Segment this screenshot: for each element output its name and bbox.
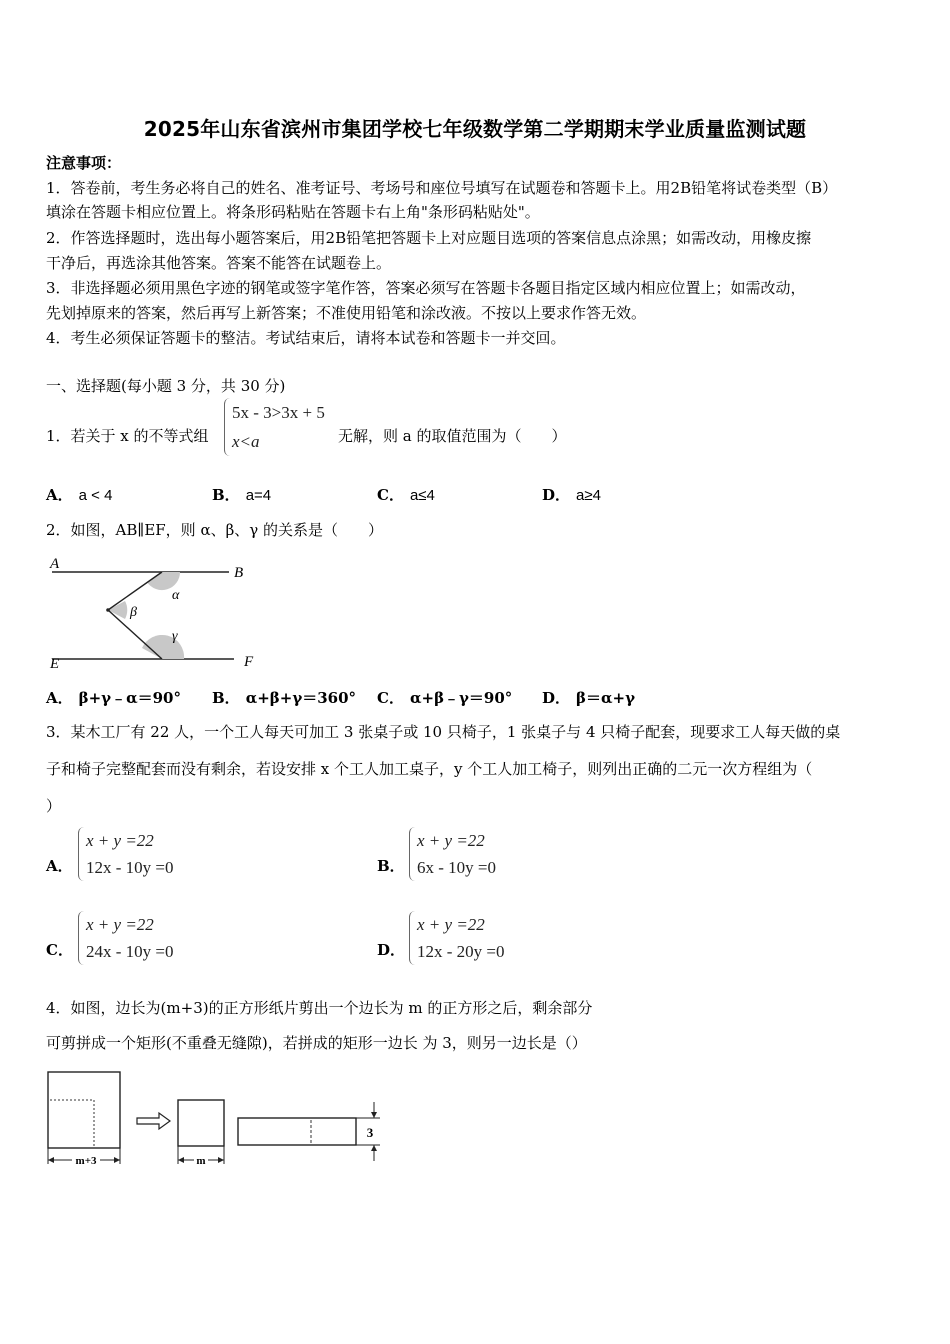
- option-label: B．: [212, 689, 240, 707]
- option-text: α+β+γ＝360°: [245, 689, 357, 707]
- equation-line: x + y =22: [86, 831, 154, 850]
- q3-stem-line-2: 子和椅子完整配套而没有剩余，若设安排 x 个工人加工桌子，y 个工人加工椅子，则列出正确的二元一次方程组为（: [46, 760, 813, 778]
- q2-option-d[interactable]: [542, 687, 641, 708]
- q2-parallel-lines-figure: [44, 552, 274, 674]
- option-label: A．: [46, 689, 73, 707]
- equation-line: 24x - 10y =0: [86, 942, 174, 961]
- notice-line-5: 3．非选择题必须用黑色字迹的钢笔或签字笔作答，答案必须写在答题卡各题目指定区域内相应位置上；如需改动，: [46, 279, 806, 297]
- q2-option-c[interactable]: [377, 687, 518, 708]
- big-square: [48, 1072, 120, 1148]
- label-alpha: α: [172, 588, 180, 603]
- q1-inequality-system: [224, 398, 325, 456]
- option-label: D．: [542, 486, 571, 504]
- equation-line: x + y =22: [417, 915, 485, 934]
- label-m-plus-3: m+3: [75, 1155, 97, 1167]
- q4-stem-line-2: 可剪拼成一个矩形(不重叠无缝隙)，若拼成的矩形一边长 为 3，则另一边长是（）: [46, 1034, 587, 1052]
- option-text: a≥4: [576, 487, 601, 504]
- q3-stem-line-1: 3．某木工厂有 22 人，一个工人每天可加工 3 张桌子或 10 只椅子，1 张桌子与 4 只椅子配套，现要求工人每天做的桌: [46, 723, 841, 741]
- page-title: 2025年山东省滨州市集团学校七年级数学第二学期期末学业质量监测试题: [143, 117, 807, 141]
- notice-line-4: 干净后，再选涂其他答案。答案不能答在试题卷上。: [46, 254, 392, 272]
- label-3: 3: [366, 1125, 374, 1140]
- option-text: β＝α+γ: [576, 689, 635, 707]
- equation-line: 6x - 10y =0: [417, 858, 496, 877]
- q1-sys-line-2: x<a: [232, 432, 260, 451]
- q1-suffix: 无解，则 a 的取值范围为（ ）: [338, 427, 567, 445]
- small-square: [178, 1100, 224, 1146]
- notice-line-2: 填涂在答题卡相应位置上。将条形码粘贴在答题卡右上角"条形码粘贴处"。: [46, 203, 540, 221]
- option-label: D．: [542, 689, 571, 707]
- notice-heading: 注意事项：: [46, 154, 122, 172]
- q2-stem: 2．如图，AB∥EF，则 α、β、γ 的关系是（ ）: [46, 521, 383, 539]
- q2-option-a[interactable]: [46, 687, 187, 708]
- q4-stem-line-1: 4．如图，边长为(m+3)的正方形纸片剪出一个边长为 m 的正方形之后，剩余部分: [46, 999, 593, 1017]
- equation-line: x + y =22: [86, 915, 154, 934]
- q3-option-c-label: C．: [46, 941, 73, 959]
- label-a: A: [50, 556, 60, 572]
- option-text: α+β﹣γ＝90°: [409, 689, 513, 707]
- option-text: β+γ﹣α＝90°: [78, 689, 181, 707]
- label-gamma: γ: [172, 629, 178, 644]
- notice-line-3: 2．作答选择题时，选出每小题答案后，用2B铅笔把答题卡上对应题目选项的答案信息点涂黑；如需改动，用橡皮擦: [46, 229, 812, 247]
- result-rectangle: [238, 1118, 356, 1145]
- q1-option-b[interactable]: [212, 484, 271, 505]
- vertex-point: [106, 608, 110, 612]
- option-label: C．: [377, 486, 404, 504]
- option-label: C．: [377, 689, 404, 707]
- option-text: a≤4: [409, 487, 435, 504]
- label-b: B: [234, 565, 244, 581]
- label-e: E: [50, 656, 60, 672]
- equation-line: x + y =22: [417, 831, 485, 850]
- q4-square-cut-figure: [44, 1068, 389, 1174]
- q1-sys-line-1: 5x - 3>3x + 5: [232, 403, 325, 422]
- section-heading: 一、选择题(每小题 3 分，共 30 分): [46, 377, 286, 395]
- transform-arrow-icon: [137, 1113, 170, 1129]
- equation-line: 12x - 20y =0: [417, 942, 505, 961]
- notice-line-7: 4．考生必须保证答题卡的整洁。考试结束后，请将本试卷和答题卡一并交回。: [46, 329, 566, 347]
- q3-option-c[interactable]: [78, 911, 174, 965]
- q3-option-d[interactable]: [409, 911, 505, 965]
- cut-line: [50, 1100, 94, 1148]
- notice-line-1: 1．答卷前，考生务必将自己的姓名、准考证号、考场号和座位号填写在试题卷和答题卡上。用2B铅笔将试卷类型（B）: [46, 179, 838, 197]
- option-label: A．: [46, 486, 73, 504]
- q3-option-b-label: B．: [377, 857, 405, 875]
- label-f: F: [244, 654, 254, 670]
- option-label: B．: [212, 486, 240, 504]
- q2-option-b[interactable]: [212, 687, 362, 708]
- option-text: a < 4: [78, 487, 113, 504]
- q1-option-d[interactable]: [542, 484, 601, 505]
- q3-option-d-label: D．: [377, 941, 406, 959]
- q1-option-c[interactable]: [377, 484, 435, 505]
- q3-option-a-label: A．: [46, 857, 73, 875]
- notice-line-6: 先划掉原来的答案，然后再写上新答案；不准使用铅笔和涂改液。不按以上要求作答无效。: [46, 304, 647, 322]
- option-text: a=4: [245, 487, 272, 504]
- q1-option-a[interactable]: [46, 484, 112, 505]
- label-beta: β: [130, 605, 137, 620]
- q3-option-a[interactable]: [78, 827, 174, 881]
- q1-prefix: 1．若关于 x 的不等式组: [46, 427, 209, 445]
- q3-option-b[interactable]: [409, 827, 496, 881]
- label-m: m: [196, 1155, 206, 1167]
- q3-stem-line-3: ）: [46, 797, 62, 815]
- equation-line: 12x - 10y =0: [86, 858, 174, 877]
